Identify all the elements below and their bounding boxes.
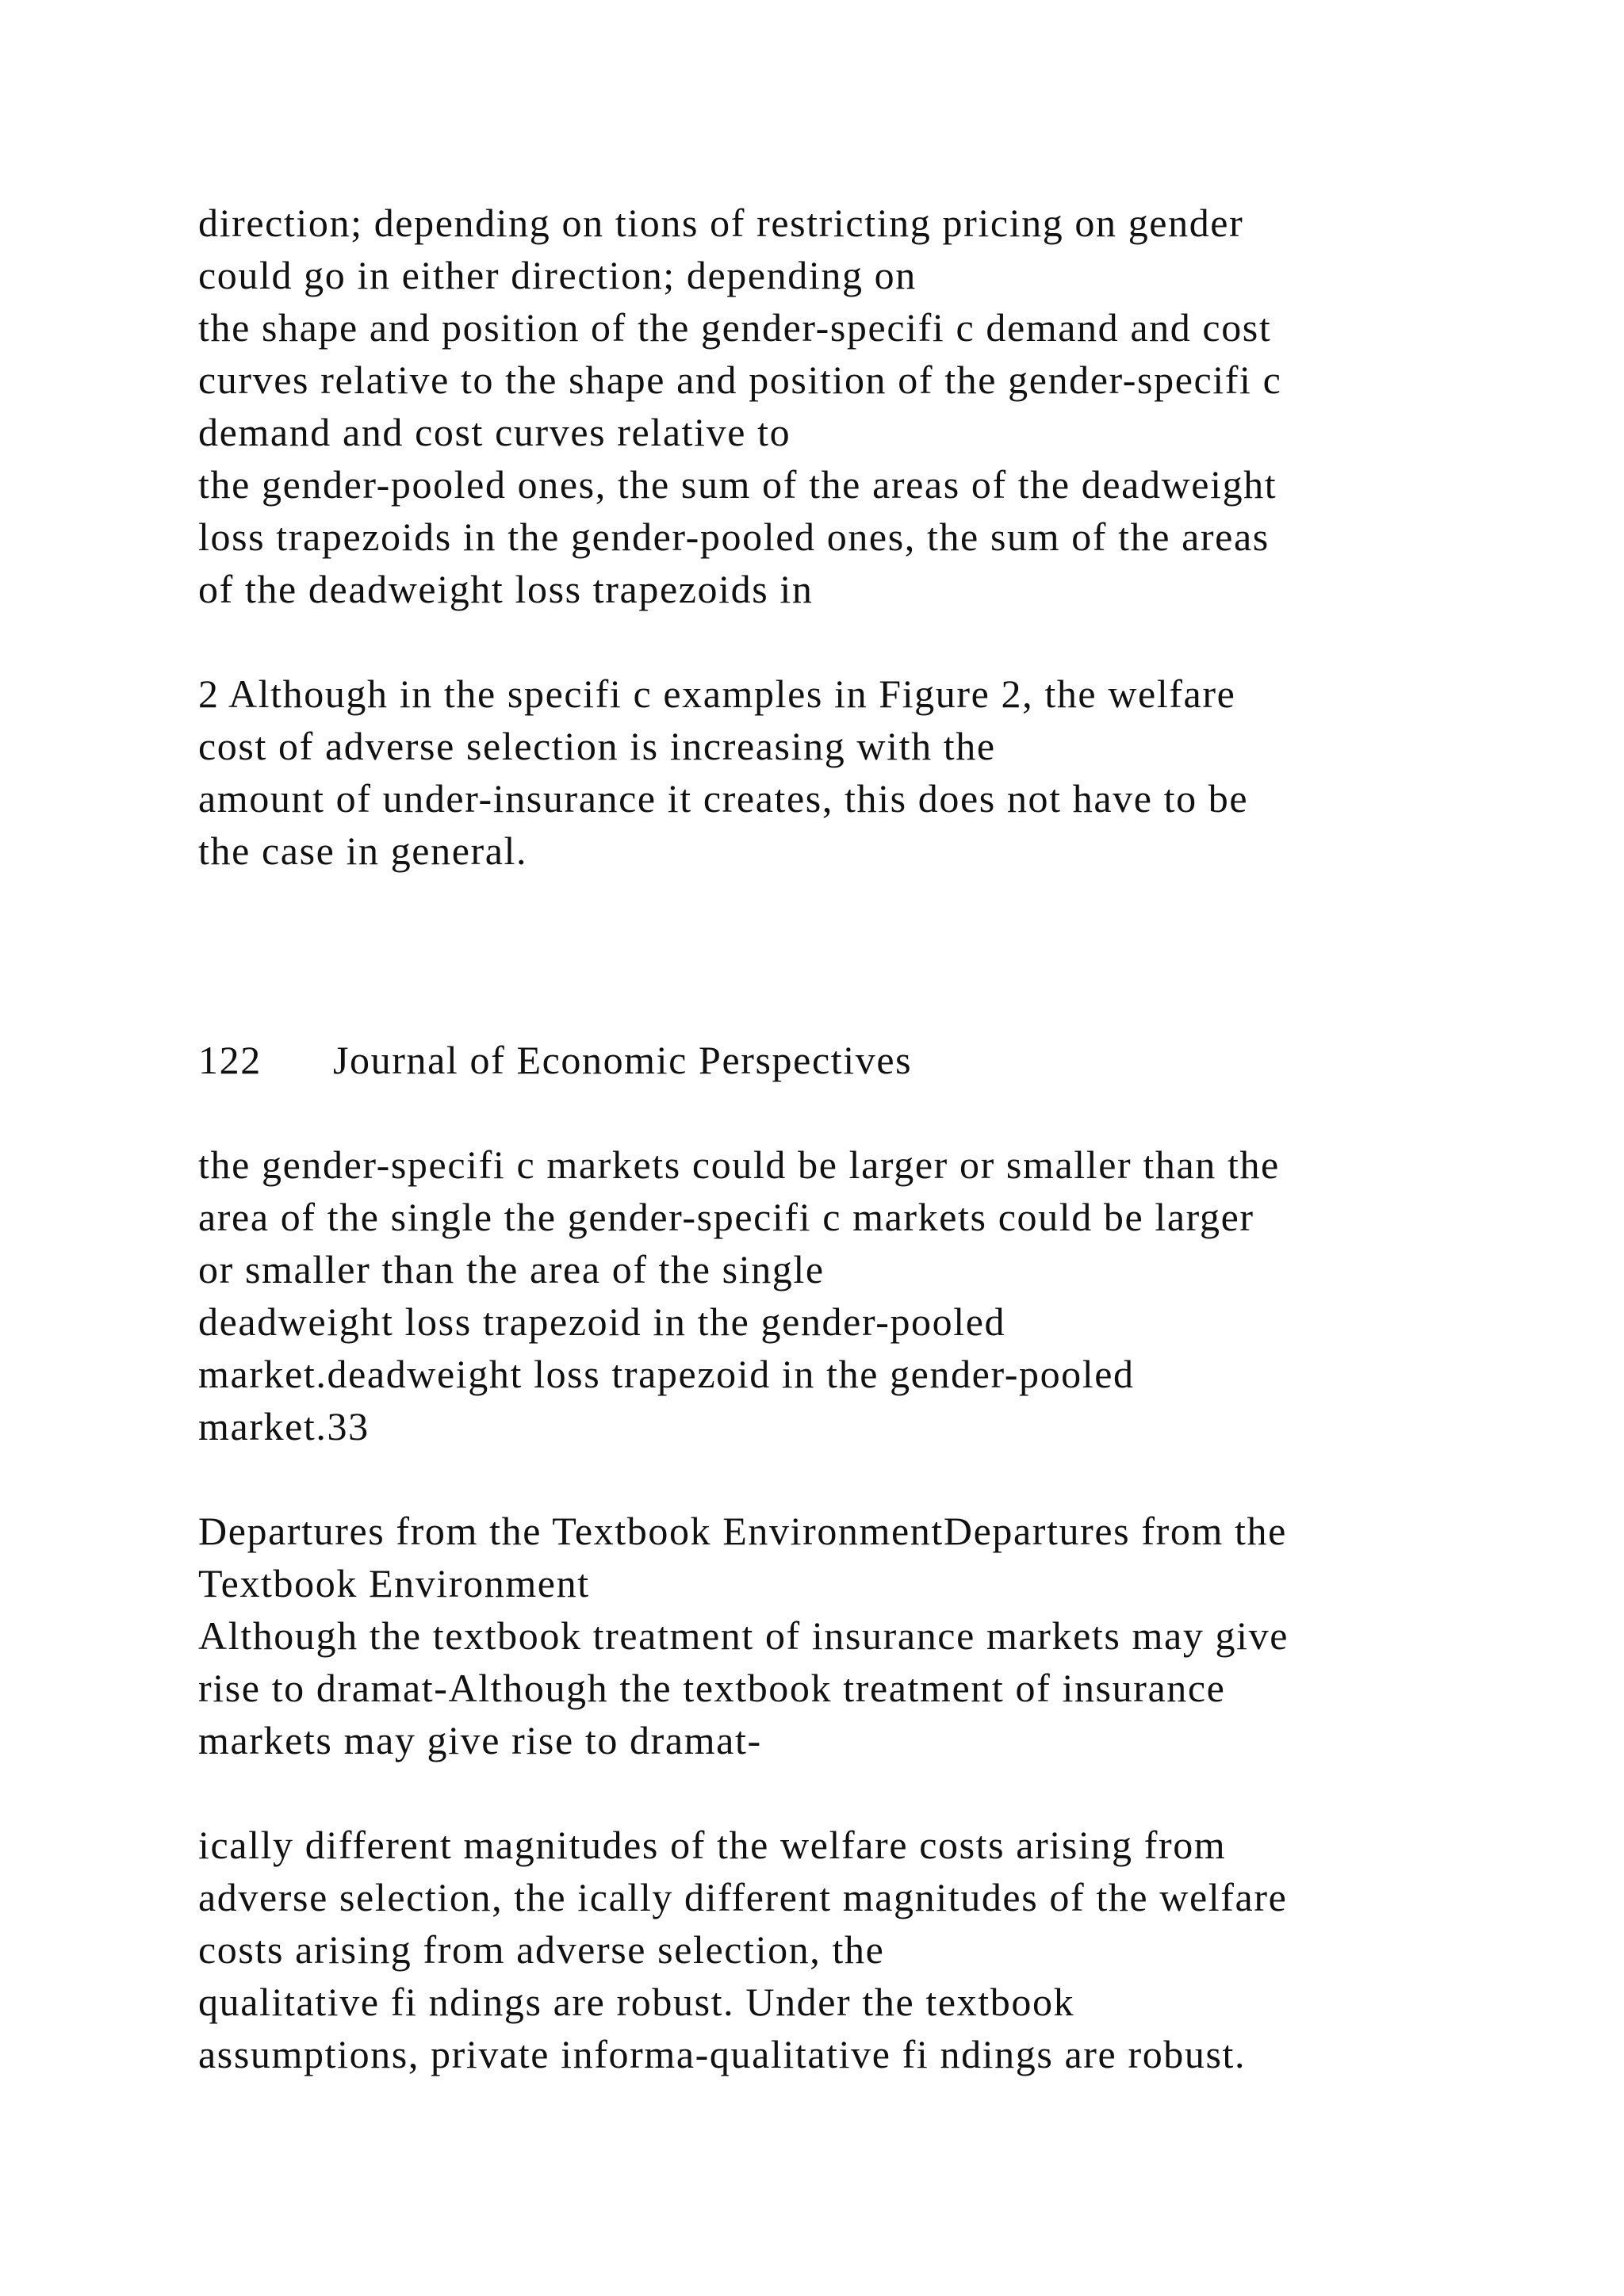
text-line: market.33 bbox=[198, 1404, 370, 1448]
text-line: could go in either direction; depending on bbox=[198, 253, 917, 297]
paragraph-2 bbox=[198, 1138, 1499, 1452]
paragraph-1 bbox=[198, 197, 1499, 615]
text-line: direction; depending on tions of restricting pricing on gender bbox=[198, 201, 1244, 245]
journal-title: Journal of Economic Perspectives bbox=[333, 1038, 913, 1082]
heading-line: Textbook Environment bbox=[198, 1561, 590, 1605]
paragraph-3 bbox=[198, 1609, 1499, 1766]
spacer bbox=[198, 1766, 1499, 1819]
spacer bbox=[198, 1452, 1499, 1505]
text-line: ically different magnitudes of the welfare costs arising from bbox=[198, 1823, 1227, 1867]
text-line: the gender-pooled ones, the sum of the areas of the deadweight bbox=[198, 462, 1277, 507]
text-line: adverse selection, the ically different magnitudes of the welfare bbox=[198, 1875, 1288, 1919]
text-line: Although the textbook treatment of insurance markets may give bbox=[198, 1613, 1289, 1658]
text-line: assumptions, private informa-qualitative fi ndings are robust. bbox=[198, 2032, 1247, 2076]
text-line: market.deadweight loss trapezoid in the gender-pooled bbox=[198, 1352, 1135, 1396]
footnote-2 bbox=[198, 668, 1499, 877]
spacer bbox=[198, 877, 1499, 1034]
text-line: or smaller than the area of the single bbox=[198, 1247, 825, 1292]
text-line: deadweight loss trapezoid in the gender-pooled bbox=[198, 1299, 1006, 1344]
footnote-line: cost of adverse selection is increasing with the bbox=[198, 724, 996, 768]
document-page bbox=[198, 197, 1499, 2080]
section-heading bbox=[198, 1505, 1499, 1609]
footnote-line: amount of under-insurance it creates, this does not have to be bbox=[198, 776, 1249, 821]
text-line: qualitative fi ndings are robust. Under the textbook bbox=[198, 1980, 1075, 2024]
text-line: curves relative to the shape and position of the gender-specifi c bbox=[198, 358, 1282, 402]
text-line: the shape and position of the gender-specifi c demand and cost bbox=[198, 305, 1272, 350]
text-line: costs arising from adverse selection, the bbox=[198, 1927, 885, 1972]
text-line: the gender-specifi c markets could be larger or smaller than the bbox=[198, 1142, 1280, 1187]
text-line: loss trapezoids in the gender-pooled ones, the sum of the areas bbox=[198, 515, 1270, 559]
text-line: demand and cost curves relative to bbox=[198, 410, 791, 454]
footnote-line: the case in general. bbox=[198, 828, 528, 873]
heading-line: Departures from the Textbook EnvironmentDepartures from the bbox=[198, 1509, 1287, 1553]
spacer bbox=[198, 615, 1499, 668]
paragraph-4 bbox=[198, 1819, 1499, 2080]
text-line: rise to dramat-Although the textbook treatment of insurance bbox=[198, 1666, 1226, 1710]
text-line: area of the single the gender-specifi c markets could be larger bbox=[198, 1195, 1254, 1239]
footnote-line: 2 Although in the specifi c examples in Figure 2, the welfare bbox=[198, 672, 1236, 716]
text-line: markets may give rise to dramat- bbox=[198, 1718, 762, 1762]
text-line: of the deadweight loss trapezoids in bbox=[198, 567, 814, 611]
page-number: 122 bbox=[198, 1038, 262, 1082]
running-header bbox=[198, 1034, 1499, 1086]
spacer bbox=[198, 1086, 1499, 1138]
